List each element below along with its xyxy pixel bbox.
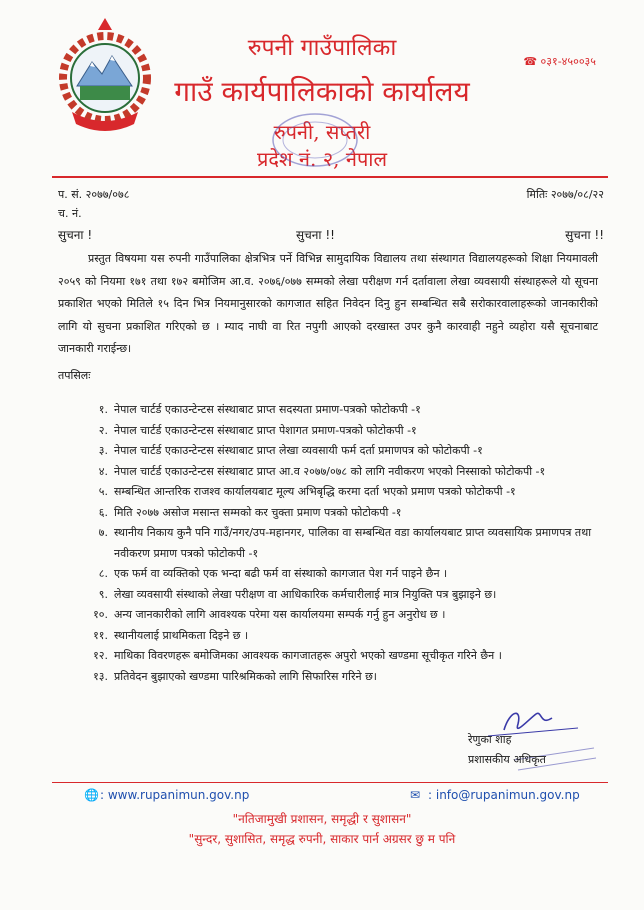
requirements-list (82, 400, 602, 687)
notice-label-left: सुचना ! (58, 228, 93, 242)
list-item (82, 421, 602, 442)
list-item-number: १०. (93, 608, 108, 621)
list-item-text: प्रतिवेदन बुझाएको खण्डमा पारिश्रमिकको लागि सिफारिस गरिने छ। (114, 669, 377, 683)
list-item-number: ५. (98, 485, 108, 498)
municipality-name: रुपनी गाउँपालिका (247, 35, 397, 61)
envelope-icon: ✉ (410, 788, 421, 802)
notice-label-center: सुचना !! (296, 228, 335, 242)
reference-number: प. सं. २०७७/०७८ (58, 188, 130, 201)
footer-divider (52, 782, 608, 783)
list-item-text: मिति २०७७ असोज मसान्त सम्मको कर चुक्ता प्रमाण पत्रको फोटोकपी -१ (114, 505, 402, 519)
list-item-number: ८. (98, 567, 108, 580)
list-item (82, 482, 602, 503)
list-item-text: नेपाल चार्टर्ड एकाउन्टेन्टस संस्थाबाट प्राप्त सदस्यता प्रमाण-पत्रको फोटोकपी -१ (114, 403, 421, 416)
list-item-text: अन्य जानकारीको लागि आवश्यक परेमा यस कार्यालयमा सम्पर्क गर्नु हुन अनुरोध छ । (114, 608, 446, 621)
list-item-text: स्थानीयलाई प्राथमिकता दिइने छ । (114, 628, 249, 642)
list-item-text: नेपाल चार्टर्ड एकाउन्टेन्टस संस्थाबाट प्राप्त आ.व २०७७/०७८ को लागि नवीकरण भएको निस्साको फोटोकपी -१ (114, 464, 546, 478)
list-item-number: ११. (93, 628, 108, 642)
list-item-text: लेखा व्यवसायी संस्थाको लेखा परीक्षण वा आधिकारिक कर्मचारीलाई मात्र नियुक्ति पत्र बुझाइने छ। (114, 587, 497, 601)
list-item (82, 503, 602, 524)
list-item-number: २. (98, 423, 108, 437)
notice-body: प्रस्तुत विषयमा यस रुपनी गाउँपालिका क्षेत्रभित्र पर्ने विभिन्न सामुदायिक विद्यालय तथा संस्थागत विद्यालयहरूको शिक्षा नियमावली २०५९ को नियमा १७१ तथा १७२ बमोजिम आ.व. २०७६/०७७ सम्मको लेखा परीक्षण गर्न दर्तावाला लेखा व्यवसायी संस्थाहरूले यो सूचना प्रकाशित भएको मितिले १५ दिन भित्र नियमानुसारको कागजात सहित निवेदन दिनु हुन सम्बन्धित सबै सरोकारवालाहरूको जानकारीको लागि यो सुचना प्रकाशित गरिएको छ । म्याद नाघी वा रित नपुगी आएको दरखास्त उपर कुनै कारवाही नहुने व्यहोरा यसै सूचनाबाट जानकारी गराईन्छ। (58, 252, 598, 355)
list-item-number: ६. (98, 505, 108, 519)
province-name: प्रदेश नं. २, नेपाल (256, 147, 388, 171)
list-item (82, 400, 602, 421)
list-item-number: ४. (98, 464, 108, 478)
office-seal-stamp (270, 110, 360, 170)
list-item-text: नेपाल चार्टर्ड एकाउन्टेन्टस संस्थाबाट प्राप्त पेशागत प्रमाण-पत्रको फोटोकपी -१ (114, 423, 417, 437)
notice-label-right: सुचना !! (565, 228, 604, 242)
list-item (82, 585, 602, 606)
list-item (82, 441, 602, 462)
list-item-number: १. (98, 403, 108, 416)
list-item-number: १२. (93, 649, 108, 662)
details-heading: तपसिलः (58, 369, 91, 382)
office-name: गाउँ कार्यपालिकाको कार्यालय (174, 75, 470, 108)
letter-date: मितिः २०७७/०८/२२ (526, 188, 604, 201)
list-item-number: ९. (98, 587, 108, 601)
phone-number: ☎ ०३१-४५००३५ (523, 55, 596, 68)
list-item (82, 646, 602, 667)
dispatch-number: च. नं. (58, 207, 82, 220)
list-item-number: १३. (93, 669, 108, 683)
email-link[interactable]: : info@rupanimun.gov.np (428, 788, 580, 802)
signatory-name: रेणुका शाह (468, 733, 512, 746)
list-item-number: ३. (98, 444, 108, 457)
list-item (82, 462, 602, 483)
slogan-secondary: "सुन्दर, सुशासित, समृद्ध रुपनी, साकार पार्न अग्रसर छु म पनि (188, 832, 456, 846)
list-item-text: एक फर्म वा व्यक्तिको एक भन्दा बढी फर्म वा संस्थाको कागजात पेश गर्न पाइने छैन । (114, 567, 448, 580)
globe-icon: 🌐 (84, 788, 99, 802)
list-item-text: नेपाल चार्टर्ड एकाउन्टेन्टस संस्थाबाट प्राप्त लेखा व्यवसायी फर्म दर्ता प्रमाणपत्र को फोटोकपी -१ (114, 444, 483, 457)
list-item (82, 605, 602, 626)
list-item-text: स्थानीय निकाय कुनै पनि गाउँ/नगर/उप-महानगर, पालिका वा सम्बन्धित वडा कार्यालयबाट प्राप्त व्यवसायिक प्रमाणपत्र तथा नवीकरण प्रमाण पत्रको फोटोकपी -१ (114, 526, 592, 560)
list-item (82, 564, 602, 585)
list-item (82, 626, 602, 647)
website-link[interactable]: : www.rupanimun.gov.np (100, 788, 250, 802)
header-divider (52, 176, 608, 178)
slogan-primary: "नतिजामुखी प्रशासन, समृद्धी र सुशासन" (232, 812, 412, 826)
office-location: रुपनी, सप्तरी (273, 120, 371, 144)
signatory-title: प्रशासकीय अधिकृत (468, 753, 546, 766)
list-item (82, 667, 602, 688)
list-item-text: सम्बन्धित आन्तरिक राजश्व कार्यालयबाट मूल्य अभिबृद्धि करमा दर्ता भएको प्रमाण पत्रको फोटोकपी -१ (114, 485, 516, 498)
list-item-number: ७. (98, 526, 108, 539)
list-item-text: माथिका विवरणहरू बमोजिमका आवश्यक कागजातहरू अपुरो भएको खण्डमा सूचीकृत गरिने छैन । (114, 649, 502, 662)
list-item (82, 523, 602, 564)
